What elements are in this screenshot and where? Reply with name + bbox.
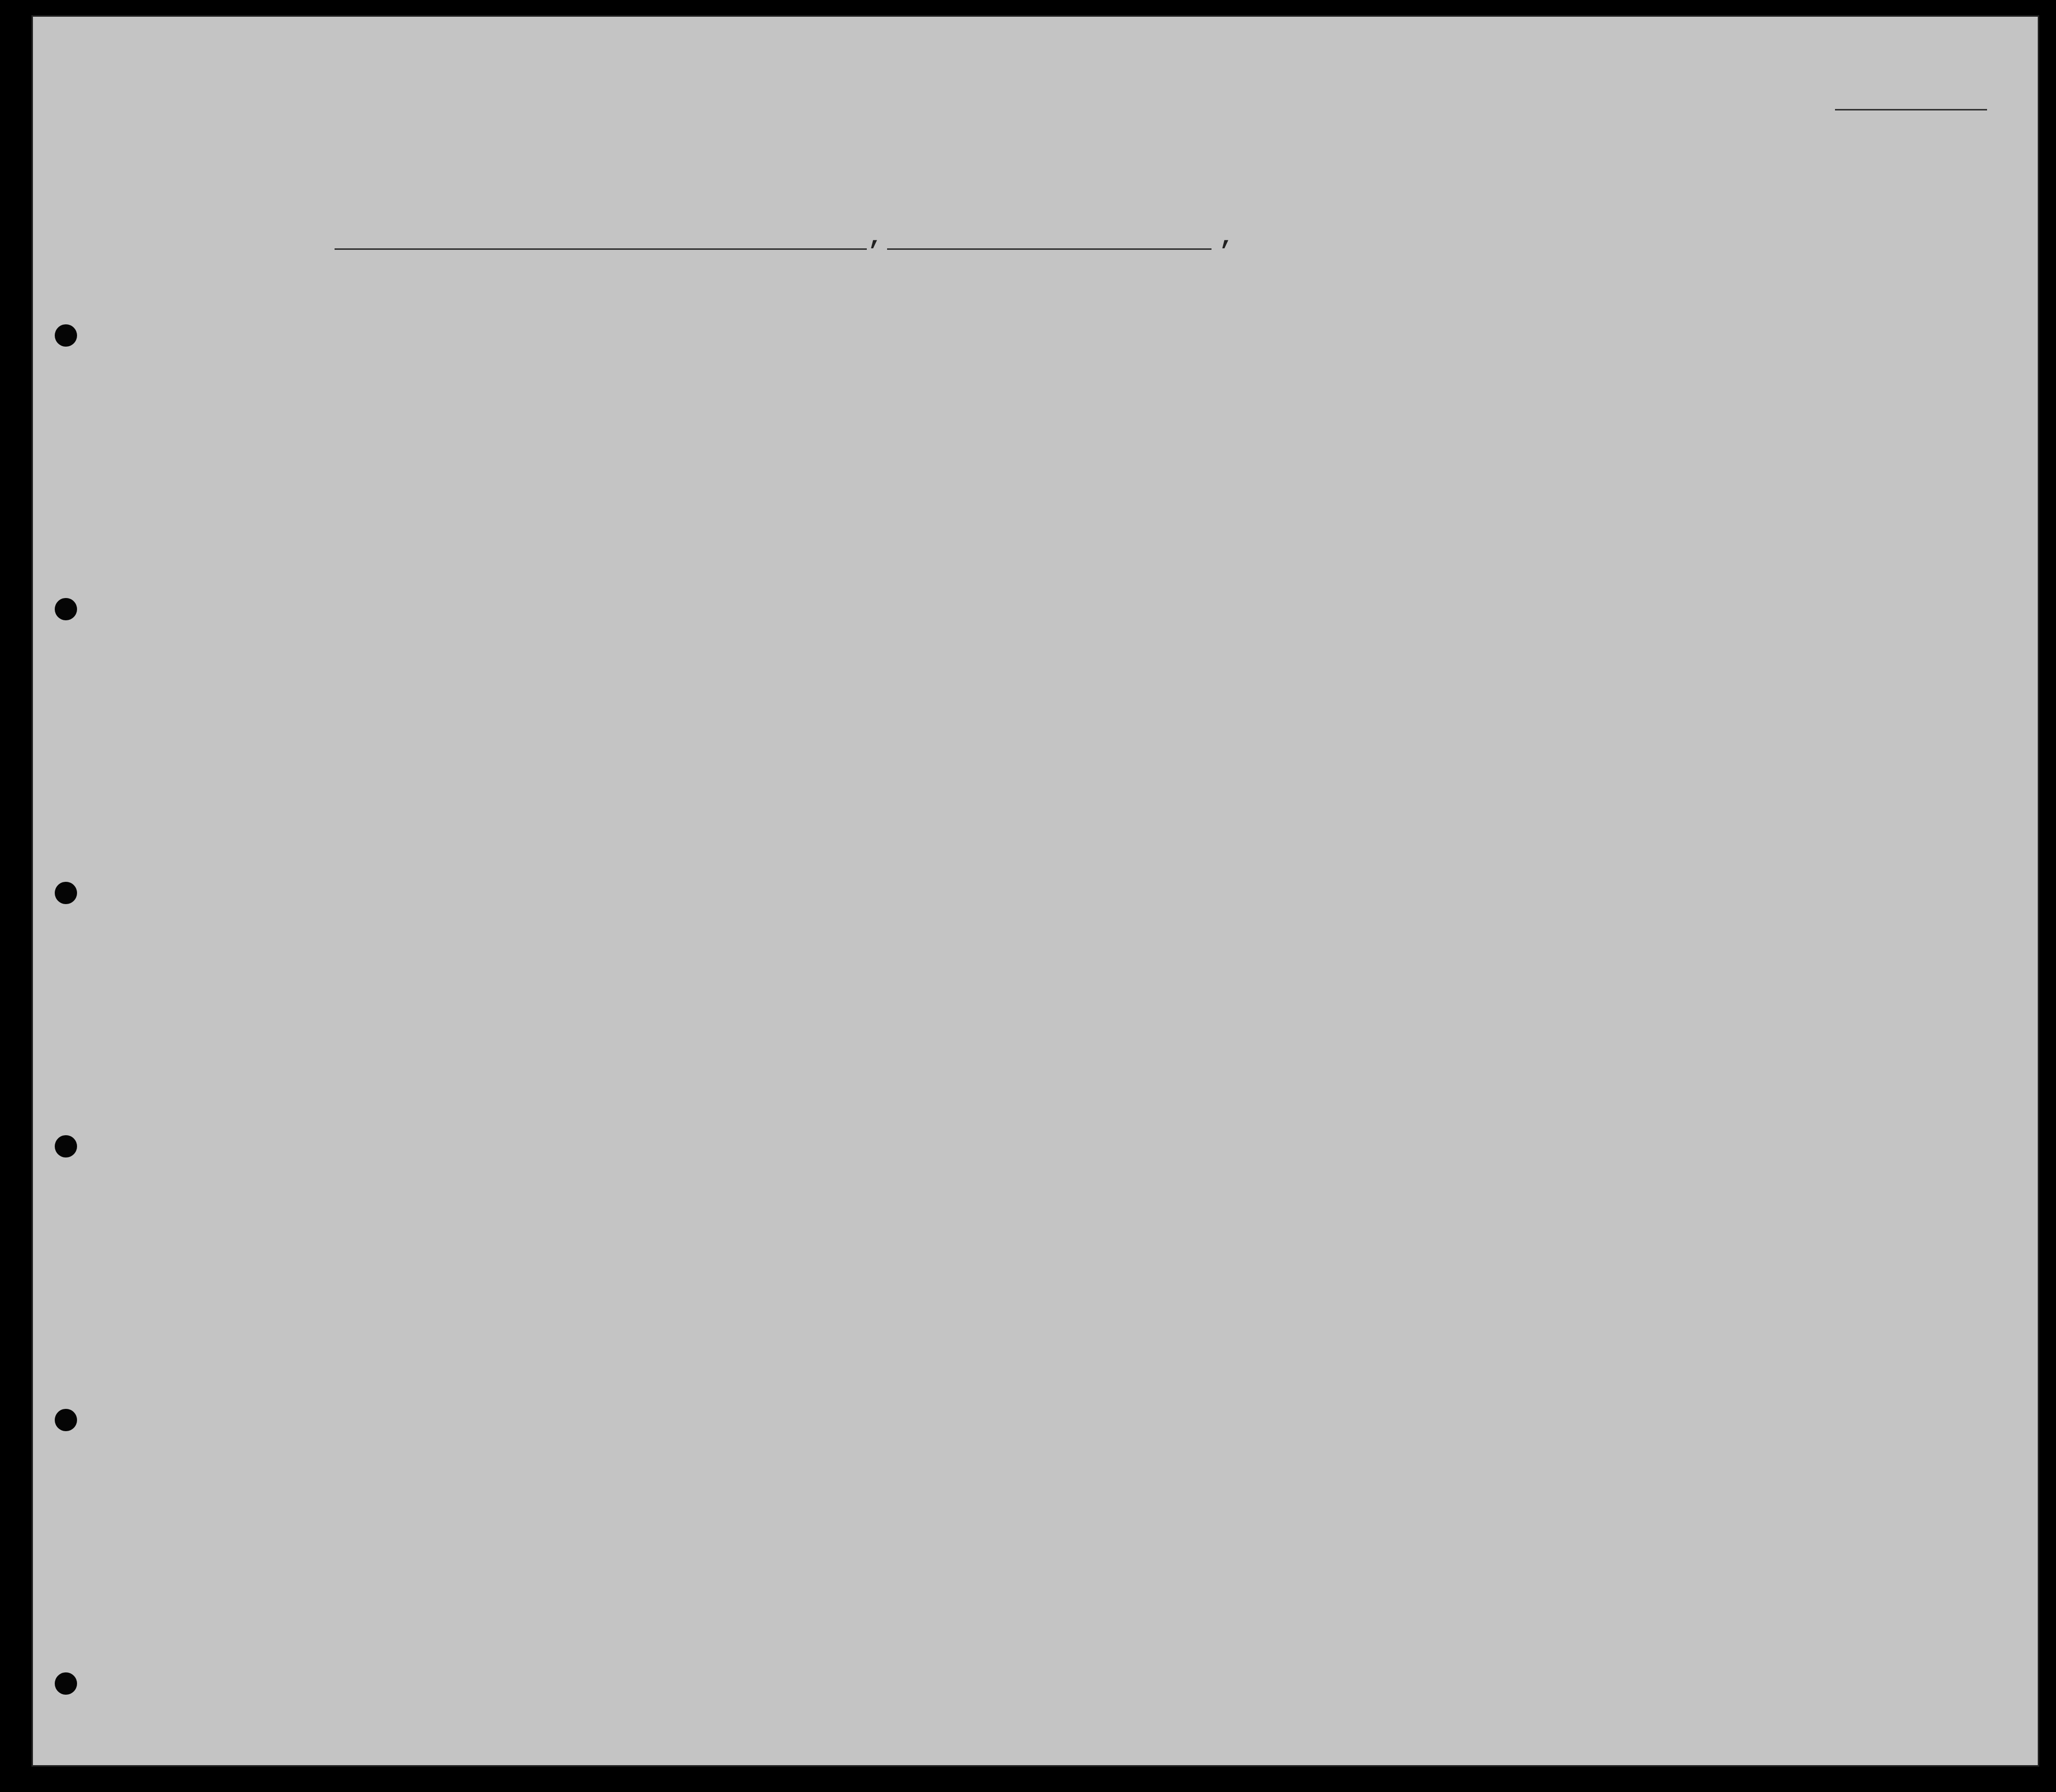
separator: , [868,223,884,252]
separator: , [1219,223,1235,252]
